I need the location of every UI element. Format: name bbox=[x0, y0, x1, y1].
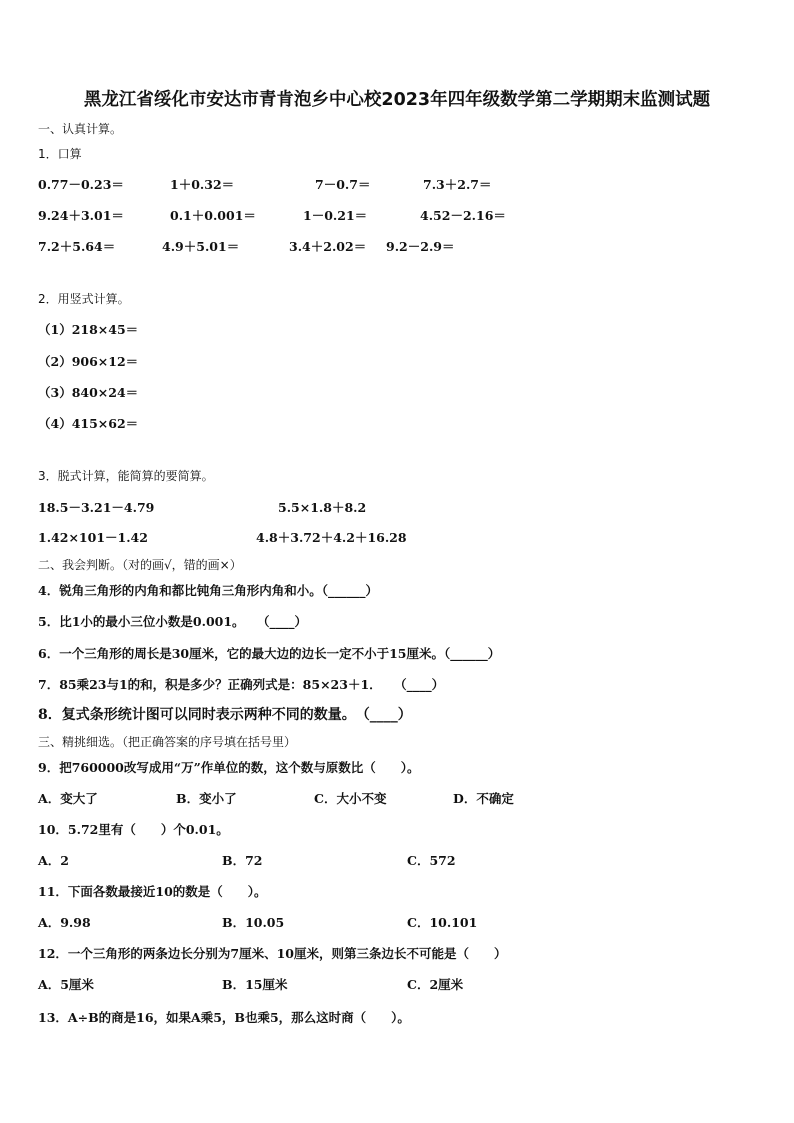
vertical-calc-item: （2）906×12＝ bbox=[38, 354, 139, 369]
oral-calc-item: 4.9＋5.01＝ bbox=[162, 239, 240, 254]
vertical-calc-item: （4）415×62＝ bbox=[38, 416, 139, 431]
oral-calc-item: 0.1＋0.001＝ bbox=[170, 208, 256, 223]
oral-calc-item: 1－0.21＝ bbox=[303, 208, 368, 223]
oral-calc-item: 9.2－2.9＝ bbox=[386, 239, 455, 254]
oral-calc-item: 7－0.7＝ bbox=[315, 177, 371, 192]
step-calc-item: 4.8＋3.72＋4.2＋16.28 bbox=[256, 530, 407, 545]
judgement-item: 5．比1小的最小三位小数是0.001。 （____） bbox=[38, 614, 308, 629]
section-heading: 二、我会判断。（对的画√，错的画×） bbox=[38, 558, 242, 572]
oral-calc-item: 7.3＋2.7＝ bbox=[423, 177, 492, 192]
section-heading: 一、认真计算。 bbox=[38, 122, 123, 136]
judgement-item: 6．一个三角形的周长是30厘米，它的最大边的边长一定不小于15厘米。（______） bbox=[38, 646, 501, 661]
choice-option: B．72 bbox=[222, 853, 263, 868]
choice-option: C．572 bbox=[407, 853, 456, 868]
choice-option: A．变大了 bbox=[38, 791, 98, 806]
choice-question-stem: 10．5.72里有（ ）个0.01。 bbox=[38, 822, 229, 837]
oral-calc-item: 1＋0.32＝ bbox=[170, 177, 235, 192]
choice-question-stem: 13．A÷B的商是16，如果A乘5，B也乘5，那么这时商（ ）。 bbox=[38, 1010, 410, 1025]
choice-option: D．不确定 bbox=[453, 791, 514, 806]
question-label: 2．用竖式计算。 bbox=[38, 292, 130, 306]
judgement-item: 8．复式条形统计图可以同时表示两种不同的数量。 （____） bbox=[38, 707, 412, 723]
choice-option: B．10.05 bbox=[222, 915, 285, 930]
step-calc-item: 5.5×1.8＋8.2 bbox=[278, 500, 367, 515]
oral-calc-item: 4.52－2.16＝ bbox=[420, 208, 506, 223]
choice-option: B．变小了 bbox=[176, 791, 237, 806]
choice-option: A．2 bbox=[38, 853, 69, 868]
vertical-calc-item: （3）840×24＝ bbox=[38, 385, 139, 400]
judgement-item: 7．85乘23与1的和，积是多少？正确列式是：85×23＋1． （____） bbox=[38, 677, 445, 692]
question-label: 3．脱式计算，能简算的要简算。 bbox=[38, 469, 214, 483]
question-label: 1．口算 bbox=[38, 147, 82, 161]
vertical-calc-item: （1）218×45＝ bbox=[38, 322, 139, 337]
page-title: 黑龙江省绥化市安达市青肯泡乡中心校2023年四年级数学第二学期期末监测试题 bbox=[83, 90, 711, 110]
choice-option: B．15厘米 bbox=[222, 977, 288, 992]
section-heading: 三、精挑细选。（把正确答案的序号填在括号里） bbox=[38, 735, 297, 749]
choice-option: A．5厘米 bbox=[38, 977, 94, 992]
step-calc-item: 1.42×101－1.42 bbox=[38, 530, 148, 545]
choice-question-stem: 9．把760000改写成用“万”作单位的数，这个数与原数比（ ）。 bbox=[38, 760, 420, 775]
choice-option: C．2厘米 bbox=[407, 977, 464, 992]
step-calc-item: 18.5－3.21－4.79 bbox=[38, 500, 155, 515]
choice-option: A．9.98 bbox=[38, 915, 91, 930]
oral-calc-item: 7.2＋5.64＝ bbox=[38, 239, 116, 254]
choice-option: C．10.101 bbox=[407, 915, 478, 930]
oral-calc-item: 9.24＋3.01＝ bbox=[38, 208, 124, 223]
judgement-item: 4．锐角三角形的内角和都比钝角三角形内角和小。（______） bbox=[38, 583, 378, 598]
choice-question-stem: 12．一个三角形的两条边长分别为7厘米、10厘米，则第三条边长不可能是（ ） bbox=[38, 946, 507, 961]
choice-question-stem: 11．下面各数最接近10的数是（ ）。 bbox=[38, 884, 267, 899]
choice-option: C．大小不变 bbox=[314, 791, 387, 806]
oral-calc-item: 0.77－0.23＝ bbox=[38, 177, 124, 192]
oral-calc-item: 3.4＋2.02＝ bbox=[289, 239, 367, 254]
